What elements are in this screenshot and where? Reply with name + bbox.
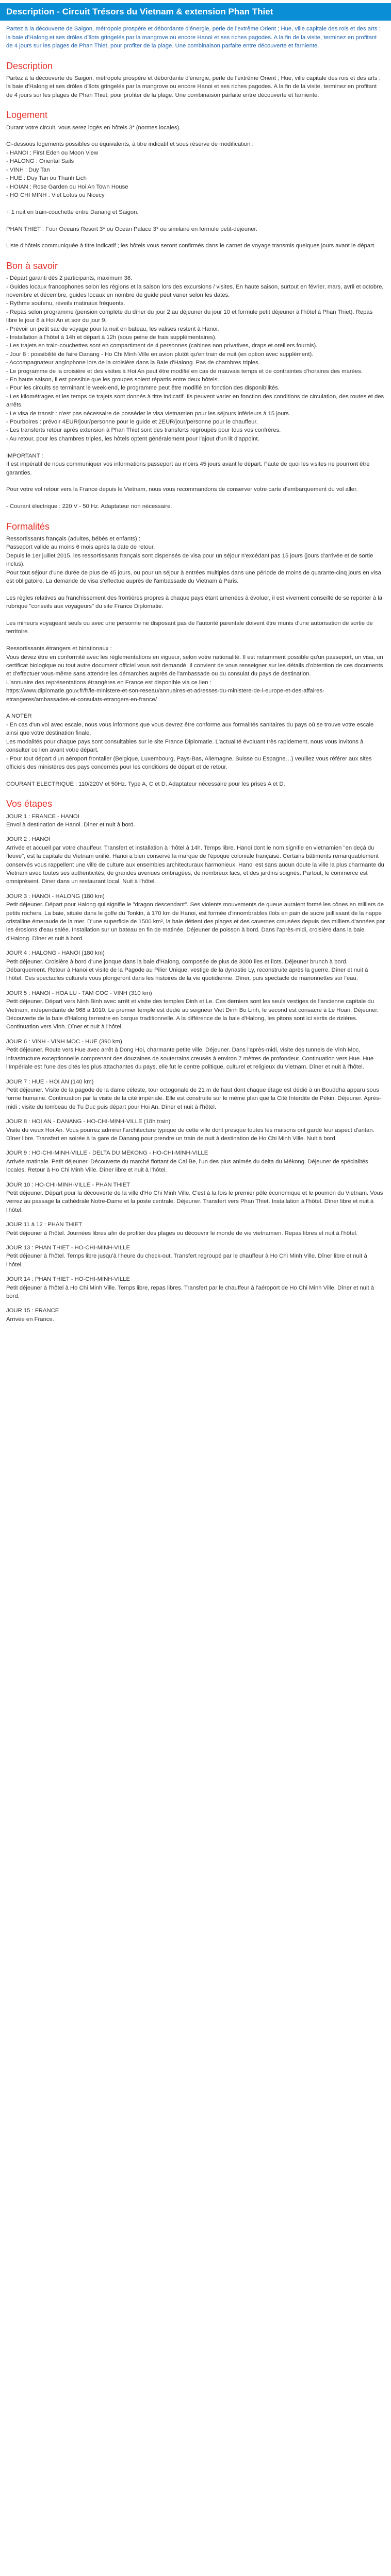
itinerary-day (6, 1117, 385, 1143)
lodging-heading: Logement (6, 110, 48, 121)
itinerary-day-heading: JOUR 4 : HALONG - HANOI (180 km) (6, 950, 105, 957)
itinerary-day-heading: JOUR 10 : HO-CHI-MINH-VILLE - PHAN THIET (6, 1181, 131, 1188)
itinerary-day (6, 1244, 385, 1269)
itinerary-day-text: Envol à destination de Hanoi. Dîner et nuit à bord. (6, 821, 135, 828)
itinerary-day (6, 1181, 385, 1215)
formalities-text: Ressortissants français (adultes, bébés et enfants) : Passeport valide au moins 6 mois après la date de retour. Depuis le 1er juillet 2015, les ressortissants français sont dispensés de visa pour un séjour n'excédant pas 15 jours (jours d'arrivée et de sortie inclus). Pour tout séjour d'une durée de plus de 45 jours, ou pour un séjour à entrées multiples dans une période de moins de quarante-cinq jours en visa est obligatoire. La demande de visa s'effectue auprès de l'ambassade du Vietnam à Paris. Les règles relatives au franchissement des frontières propres à chaque pays étant amenées à évoluer, il est vivement conseillé de se reporter à la rubrique "conseils aux voyageurs" du site France Diplomatie. Les mineurs voyageant seuls ou avec une personne ne disposant pas de l'autorité parentale doivent être munis d'une autorisation de sortie de territoire. Ressortissants étrangers et binationaux : Vous devez être en conformité avec les réglementations en vigueur, selon votre nationalité. Il est notamment possible qu'un passeport, un visa, un certificat biologique ou tout autre document officiel vous soit demandé. Il convient de vous renseigner sur les détails d'obtention de ces documents et d'effectuer vous-même sans attendre les démarches auprès de l'ambassade ou du consulat du pays de destination. L'annuaire des représentations étrangères en France est disponible via ce lien : https://www.diplomatie.gouv.fr/fr/le-ministere-et-son-reseau/annuaires-et-adresses-du-ministere-de-l-europe-et-des-affaires-etrangeres/ambassades-et-consulats-etrangers-en-france/ A NOTER - En cas d'un vol avec escale, nous vous informons que vous devrez être conforme aux formalités sanitaires du pays où se trouve votre escale ainsi que votre destination finale. Les modalités pour chaque pays sont consultables sur le site France Diplomatie. L'actualité évoluant très rapidement, nous vous invitons à consulter ce lien avant votre départ. - Pour tout départ d'un aéroport frontalier (Belgique, Luxembourg, Pays-Bas, Allemagne, Suisse ou Espagne…) veuillez vous référer aux sites officiels des ministères des pays concernés pour les conditions de départ et de retour. COURANT ELECTRIQUE : 110/220V et 50Hz. Type A, C et D. Adaptateur nécessaire pour les prises A et D. (6, 535, 383, 787)
itinerary-day-text: Petit déjeuner à l'hôtel. Temps libre jusqu'à l'heure du check-out. Transfert regroupé par le chauffeur à Ho Chi Minh Ville. Dîner libre et nuit à l'hôtel. (6, 1253, 367, 1268)
itinerary-day-text: Visite du vieux Hoi An. Vous pourrez admirer l'architecture typique de cette ville dont presque toutes les maisons ont gardé leur aspect d'antan. Dîner libre. Transfert en soirée à la gare de Danang pour prendre un train de nuit à destination de Ho Chi Minh Ville. Nuit à bord. (6, 1127, 374, 1142)
itinerary-day-heading: JOUR 2 : HANOI (6, 836, 51, 843)
itinerary-day-heading: JOUR 11 à 12 : PHAN THIET (6, 1222, 83, 1228)
good-to-know-text: - Départ garanti dès 2 participants, maximum 38. - Guides locaux francophones selon les régions et la saison lors des excursions / visites. En haute saison, surtout en février, mars, avril et octobre, novembre et décembre, guides locaux en nombre de guide peut varier selon les dates. - Rythme soutenu, réveils matinaux fréquents. - Repas selon programme (pension complète du dîner du jour 2 au déjeuner du jour 10 et formule petit déjeuner à l'hôtel à Phan Thiet). Repas libre le jour 8 à Hoi An et soir du jour 9. - Prévoir un petit sac de voyage pour la nuit en bateau, les valises restent à Hanoi. - Installation à l'hôtel à 14h et départ à 12h (sous peine de frais supplémentaires). - Les trajets en train-couchettes sont en compartiment de 4 personnes (cabines non privatives, draps et oreillers fournis). - Jour 8 : possibilité de faire Danang - Ho Chi Minh Ville en avion plutôt qu'en train de nuit (en option avec supplément). - Accompagnateur anglophone lors de la croisière dans la Baie d'Halong. Pas de chambres triples. - Le programme de la croisière et des visites à Hoi An peut être modifié en cas de mauvais temps et de contraintes d'horaires des marées. - En haute saison, il est possible que les groupes soient répartis entre deux hôtels. - Pour les circuits se terminant le week-end, le programme peut être modifié en fonction des disponibilités. - Les kilométrages et les temps de trajets sont donnés à titre indicatif. Ils peuvent varier en fonction des conditions de circulation, des routes et des arrêts. - Le visa de transit : n'est pas nécessaire de posséder le visa vietnamien pour les séjours inférieurs à 15 jours. - Pourboires : prévoir 4EUR/jour/personne pour le guide et 2EUR/jour/personne pour le chauffeur. - Les transferts retour après extension à Phan Thiet sont des transferts regroupés pour tous vos confrères. - Au retour, pour les chambres triples, les hôtels optent généralement pour l'ajout d'un lit d'appoint. IMPORTANT : Il est impératif de nous communiquer vos informations passeport au moins 45 jours avant le départ. Faute de quoi les visites ne pourront être garanties. Pour votre vol retour vers la France depuis le Vietnam, nous vous recommandons de conserver votre carte d'embarquement du vol aller. - Courant électrique : 220 V - 50 Hz. Adaptateur non nécessaire. (6, 275, 384, 510)
itinerary-day (6, 989, 385, 1031)
itinerary-day-text: Arrivée matinale. Petit déjeuner. Découverte du marché flottant de Cai Be, l'un des plus animés du delta du Mékong. Déjeuner de spécialités locales. Retour à Ho Chi Minh Ville. Dîner libre et nuit à l'hôtel. (6, 1158, 368, 1174)
itinerary-list (6, 812, 385, 1324)
good-to-know-heading: Bon à savoir (6, 260, 58, 271)
itinerary-day-text: Petit déjeuner à l'hôtel. Journées libres afin de profiter des plages ou découvrir le monde de vie vietnamien. Repas libres et nuit à l'hôtel. (6, 1230, 358, 1236)
itinerary-day-text: Petit déjeuner. Départ pour la découverte de la ville d'Ho Chi Minh Ville. C'est à la fois le premier pôle économique et le poumon du Vietnam. Vous verrez au passage la cathédrale Notre-Dame et la poste centrale. Déjeuner. Transfert vers Phan Thiet. Installation à l'hôtel. Dîner libre et nuit à l'hôtel. (6, 1190, 383, 1213)
itinerary-day-heading: JOUR 7 : HUE - HOI AN (140 km) (6, 1078, 94, 1085)
itinerary-day-text: Petit déjeuner. Route vers Hue avec arrêt à Dong Hoi, charmante petite ville. Déjeuner. Dans l'après-midi, visite des tunnels de Vinh Moc, infrastructure exceptionnelle comprenant des douzaines de souterrains creusés à environ 7 mètres de profondeur. Continuation vers Hue. Hue l'Impériale est l'une des cités les plus attachantes du pays, elle fut le centre politique, culturel et religieux du Vietnam. Dîner et nuit à l'hôtel. (6, 1047, 374, 1071)
itinerary-day (6, 1149, 385, 1174)
itinerary-day-text: Petit déjeuner. Visite de la pagode de la dame céleste, tour octogonale de 21 m de haut dont chaque étage est dédié à un Bouddha apparu sous forme humaine. Continuation par la visite de la cité impériale. Elle est construite sur le même plan que la Cité Interdite de Pékin. Déjeuner. Après-midi : visite du tombeau de Tu Duc puis départ pour Hoi An. Dîner et nuit à l'hôtel. (6, 1087, 381, 1110)
itinerary-day (6, 812, 385, 829)
itinerary-heading: Vos étapes (6, 799, 53, 809)
itinerary-day-text: Arrivée en France. (6, 1316, 54, 1323)
description-heading: Description (6, 60, 53, 71)
formalities-heading: Formalités (6, 521, 50, 532)
intro-text: Partez à la découverte de Saigon, métropole prospère et débordante d'énergie, perle de l'extrême Orient ; Hue, ville capitale des rois et des arts ; la baie d'Halong et ses drôles d'îlots gringelés par la mangrove ou encore Hanoi et ses riches pagodes. A la fin de la visite, terminez en profitant de 4 jours sur les plages de Phan Thiet, pour profiter de la plage. Une combinaison parfaite entre découverte et farniente. (6, 26, 381, 49)
lodging-text: Durant votre circuit, vous serez logés en hôtels 3* (normes locales). Ci-dessous logements possibles ou équivalents, à titre indicatif et sous réserve de modification : - HANOI : First Eden ou Moon View - HALONG : Oriental Sails - VINH : Duy Tan - HUE : Duy Tan ou Thanh Lich - HOIAN : Rose Garden ou Hoi An Town House - HO CHI MINH : Viet Lotus ou Nicecy + 1 nuit en train-couchette entre Danang et Saigon. PHAN THIET : Four Oceans Resort 3* ou Ocean Palace 3* ou similaire en formule petit-déjeuner. Liste d'hôtels communiquée à titre indicatif ; les hôtels vous seront confirmés dans le carnet de voyage transmis quelques jours avant le départ. (6, 124, 376, 249)
itinerary-day (6, 892, 385, 943)
itinerary-day (6, 835, 385, 886)
itinerary-day-text: Petit déjeuner. Départ vers Ninh Binh avec arrêt et visite des temples Dinh et Le. Ces derniers sont les seuls vestiges de l'ancienne capitale du Vietnam, indépendante de 968 à 1010. Le premier temple est dédié au seigneur Viet Dinh Bo Linh, le second est consacré à Le Hoan. Déjeuner. Découverte de la baie d'Halong terrestre en barque traditionnelle. A la différence de la baie d'Halong, les pitons sont ici sertis de rizières. Continuation vers Vinh. Dîner et nuit à l'hôtel. (6, 998, 379, 1030)
itinerary-day-heading: JOUR 1 : FRANCE - HANOI (6, 813, 79, 820)
itinerary-day-heading: JOUR 13 : PHAN THIET - HO-CHI-MINH-VILLE (6, 1245, 130, 1251)
itinerary-day (6, 1221, 385, 1238)
itinerary-day (6, 1078, 385, 1112)
itinerary-day-text: Arrivée et accueil par votre chauffeur. Transfert et installation à l'hôtel à 14h. Temps libre. Hanoi dont le nom signifie en vietnamien "en deçà du fleuve", est la capitale du Vietnam unifié. Hanoi a bien conservé la marque de l'époque coloniale française. Certains bâtiments remarquablement conservés vous rappellent une ville de culture aux ensembles architecturaux harmonieux. Hanoi est sans aucun doute la ville la plus charmante du Vietnam avec toutes ses authenticités, de grandes avenues ombragées, de nombreux lacs, et des jardins soignés. Partout, le commerce est omniprésent. Diner dans un restaurant local. Nuit à l'hôtel. (6, 844, 384, 885)
itinerary-day-heading: JOUR 5 : HANOI - HOA LU - TAM COC - VINH (310 km) (6, 990, 152, 996)
description-text: Partez à la découverte de Saigon, métropole prospère et débordante d'énergie, perle de l'extrême Orient ; Hue, ville capitale des rois et des arts ; la baie d'Halong et ses drôles d'îlots gringelés par la mangrove ou encore Hanoi et ses riches pagodes. A la fin de la visite, terminez en profitant de 4 jours sur les plages de Phan Thiet, pour profiter de la plage. Une combinaison parfaite entre découverte et farniente. (6, 75, 381, 98)
itinerary-day-text: Petit déjeuner. Croisière à bord d'une jonque dans la baie d'Halong, composée de plus de 3000 îles et îlots. Déjeuner brunch à bord. Débarquement. Retour à Hanoi et visite de la Pagode au Pilier Unique, vestige de la dynastie Ly, reconstruite après la guerre. Dîner et nuit à l'hôtel. Ces spectacles culturels vous plongeront dans les histoires de la vie quotidienne. Dîner, puis spectacle de marionnettes sur l'eau. (6, 958, 368, 982)
itinerary-day-heading: JOUR 15 : FRANCE (6, 1308, 59, 1314)
itinerary-day (6, 1275, 385, 1300)
itinerary-day-heading: JOUR 14 : PHAN THIET - HO-CHI-MINH-VILLE (6, 1276, 130, 1283)
itinerary-day-text: Petit déjeuner à l'hôtel à Ho Chi Minh Ville. Temps libre, repas libres. Transfert par le chauffeur à l'aéroport de Ho Chi Minh Ville. Dîner et nuit à bord. (6, 1284, 374, 1300)
page-title-banner: Description - Circuit Trésors du Vietnam & extension Phan Thiet (0, 3, 391, 21)
itinerary-day (6, 1038, 385, 1072)
content (0, 25, 391, 1324)
itinerary-day-heading: JOUR 3 : HANOI - HALONG (180 km) (6, 893, 105, 900)
itinerary-day-text: Petit déjeuner. Départ pour Halong qui signifie le "dragon descendant". Ses violents mouvements de queue auraient formé les cônes en milliers de petits rochers. La baie, située dans le golfe du Tonkin, à 170 km de Hanoi, est formée d'innombrables îlots en pain de sucre jaillissant de la nappe cristalline émeraude de la mer. D'une superficie de 1500 km², la baie détient des plages et des cavernes creusées depuis des milliers d'années par les érosions d'eau salée. Installation sur un bateau en fin de matinée. Déjeuner de poisson à bord. Dans l'après-midi, croisière dans la baie d'Halong. Dîner et nuit à bord. (6, 902, 385, 942)
itinerary-day (6, 1307, 385, 1324)
itinerary-day-heading: JOUR 9 : HO-CHI-MINH-VILLE - DELTA DU MEKONG - HO-CHI-MINH-VILLE (6, 1150, 208, 1157)
itinerary-day-heading: JOUR 8 : HOI AN - DANANG - HO-CHI-MINH-VILLE (18h train) (6, 1118, 171, 1125)
itinerary-day (6, 949, 385, 983)
itinerary-day-heading: JOUR 6 : VINH - VINH MOC - HUE (390 km) (6, 1038, 122, 1045)
